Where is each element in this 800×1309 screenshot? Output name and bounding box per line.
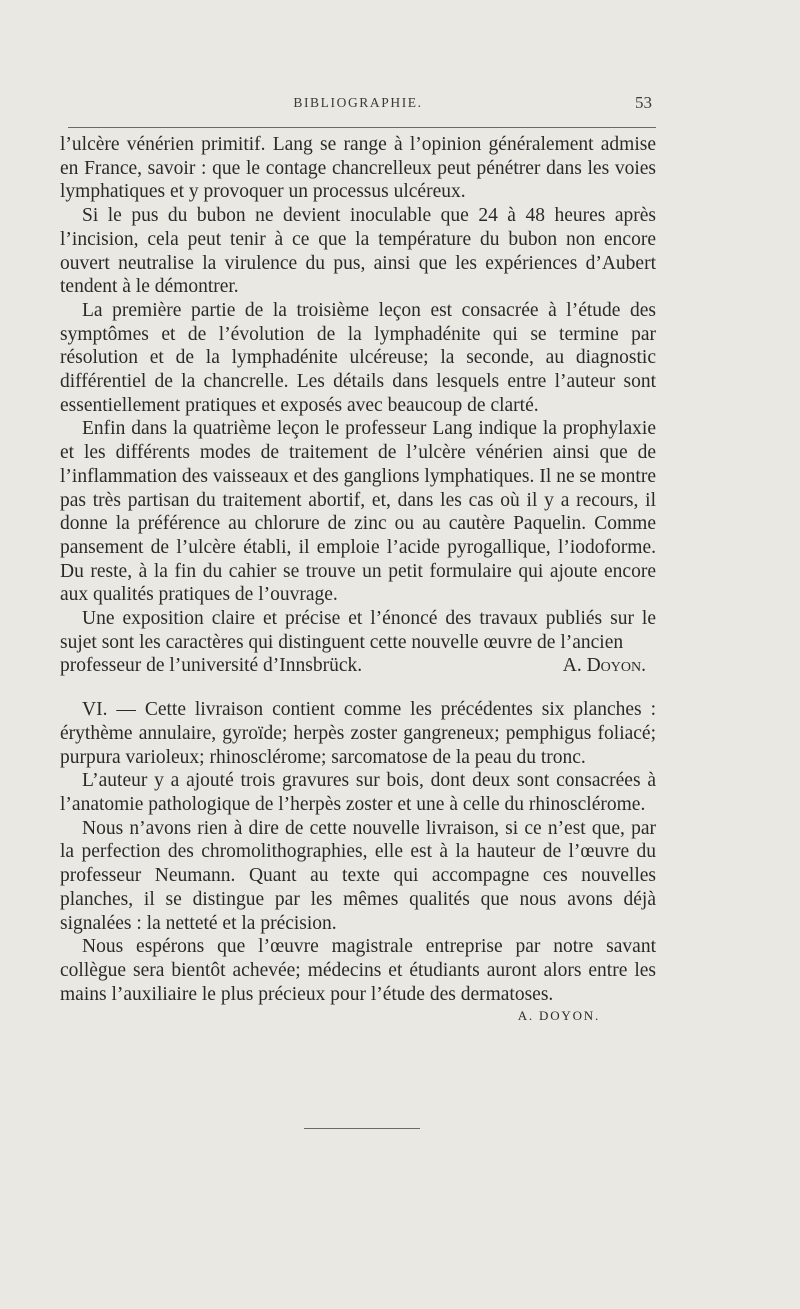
page-body [60, 133, 656, 1026]
page-header [60, 95, 656, 117]
paragraph: Enfin dans la quatrième leçon le professeur Lang indique la prophylaxie et les différents modes de traitement de l’ulcère vénérien ainsi que de l’inflammation des vaisseaux et des ganglions lymphatiques. Il ne se montre pas très partisan du traitement abortif, et, dans les cas où il y a recours, il donne la préférence au chlorure de zinc ou au cautère Paquelin. Comme pansement de l’ulcère établi, il emploie l’acide pyrogallique, l’iodoforme. Du reste, à la fin du cahier se trouve un petit formulaire qui ajoute encore aux qualités pratiques de l’ouvrage. [60, 418, 656, 606]
closing-text: professeur de l’université d’Innsbrück. [60, 655, 363, 677]
page-number: 53 [635, 93, 652, 112]
paragraph-continuation: l’ulcère vénérien primitif. Lang se range à l’opinion généralement admise en France, savoir : que le contage chancrelleux peut pénétrer dans les voies lymphatiques et y provoquer un processus ulcéreux. [60, 134, 656, 203]
end-rule [304, 1128, 420, 1129]
section-gap [60, 678, 656, 698]
paragraph: L’auteur y a ajouté trois gravures sur bois, dont deux sont consacrées à l’anatomie pathologique de l’herpès zoster et une à celle du rhinosclérome. [60, 770, 656, 815]
author-signature: A. Doyon. [562, 655, 646, 677]
closing-line [60, 654, 656, 678]
author-signature-final: A. DOYON. [517, 1008, 600, 1024]
paragraph: La première partie de la troisième leçon est consacrée à l’étude des symptômes et de l’évolution de la lymphadénite qui se termine par résolution et de la lymphadénite ulcéreuse; la seconde, au diagnostic différentiel de la chancrelle. Les détails dans lesquels entre l’auteur sont essentiellement pratiques et exposés avec beaucoup de clarté. [60, 299, 656, 416]
paragraph: Une exposition claire et précise et l’énoncé des travaux publiés sur le sujet sont les caractères qui distinguent cette nouvelle œuvre de l’ancien [60, 608, 656, 653]
header-rule [68, 127, 656, 128]
section-paragraph: VI. — Cette livraison contient comme les précédentes six planches : érythème annulaire, gyroïde; herpès zoster gangreneux; pemphigus foliacé; purpura varioleux; rhinosclérome; sarcomatose de la peau du tronc. [60, 699, 656, 768]
paragraph: Nous espérons que l’œuvre magistrale entreprise par notre savant collègue sera bientôt achevée; médecins et étudiants auront alors entre les mains l’auxiliaire le plus précieux pour l’étude des dermatoses. [60, 936, 656, 1005]
running-title: BIBLIOGRAPHIE. [293, 95, 423, 110]
paragraph: Nous n’avons rien à dire de cette nouvelle livraison, si ce n’est que, par la perfection des chromolithographies, elle est à la hauteur de l’œuvre du professeur Neumann. Quant au texte qui accompagne ces nouvelles planches, il se distingue par les mêmes qualités que nous avons déjà signalées : la netteté et la précision. [60, 817, 656, 934]
paragraph: Si le pus du bubon ne devient inoculable que 24 à 48 heures après l’incision, cela peut tenir à ce que la température du bubon non encore ouvert neutralise la virulence du pus, ainsi que les expériences d’Aubert tendent à le démontrer. [60, 205, 656, 298]
